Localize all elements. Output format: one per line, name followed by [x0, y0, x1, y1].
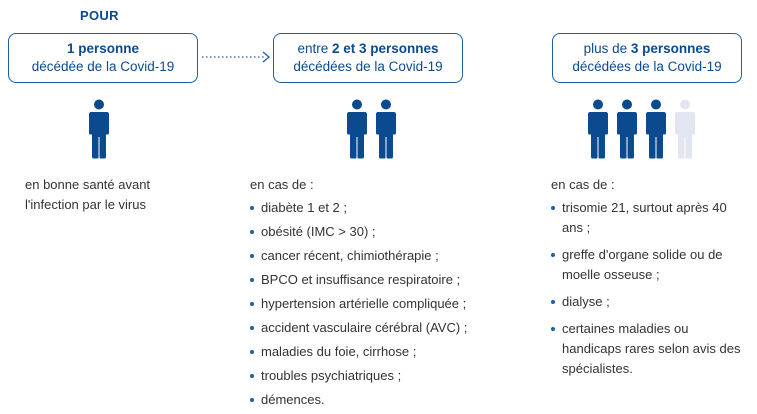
condition-item: cancer récent, chimiothérapie ;	[250, 246, 520, 266]
box-one-person	[8, 33, 198, 83]
column-three-intro: en cas de :	[551, 177, 615, 192]
condition-item: diabète 1 et 2 ;	[250, 198, 520, 218]
person-icon	[89, 99, 109, 159]
people-group-two	[347, 99, 407, 161]
condition-item: trisomie 21, surtout après 40 ans ;	[551, 198, 746, 238]
column-two-intro: en cas de :	[250, 177, 314, 192]
condition-item: BPCO et insuffisance respiratoire ;	[250, 270, 520, 290]
box-two-bold: 2 et 3 personnes	[331, 41, 439, 56]
column-three-text	[551, 175, 746, 386]
column-two-list	[250, 198, 520, 410]
condition-item: greffe d'organe solide ou de moelle osseuse ;	[551, 245, 746, 285]
column-two-text	[250, 175, 520, 414]
box-one-line2: décédée de la Covid-19	[31, 59, 175, 74]
box-two-prefix: entre	[297, 41, 332, 56]
box-three-bold: 3 personnes	[630, 41, 711, 56]
column-three-list	[551, 198, 746, 379]
column-one-intro: en bonne santé avant l'infection par le virus	[25, 177, 151, 212]
column-one-text	[25, 175, 205, 215]
person-icon	[588, 99, 608, 159]
box-one-bold: 1 personne	[66, 41, 140, 56]
condition-item: maladies du foie, cirrhose ;	[250, 342, 520, 362]
box-three-prefix: plus de	[583, 41, 631, 56]
person-icon	[617, 99, 637, 159]
people-group-one	[89, 99, 119, 161]
condition-item: troubles psychiatriques ;	[250, 366, 520, 386]
condition-item: hypertension artérielle compliquée ;	[250, 294, 520, 314]
box-two-three-persons	[273, 33, 463, 83]
box-two-line2: décédées de la Covid-19	[293, 59, 443, 74]
person-icon	[376, 99, 396, 159]
pour-label: POUR	[80, 8, 119, 23]
condition-item: certaines maladies ou handicaps rares selon avis des spécialistes.	[551, 319, 746, 379]
people-group-three	[588, 99, 708, 161]
condition-item: démences.	[250, 390, 520, 410]
person-icon	[347, 99, 367, 159]
condition-item: accident vasculaire cérébral (AVC) ;	[250, 318, 520, 338]
person-icon	[646, 99, 666, 159]
dotted-arrow-icon	[202, 50, 272, 64]
condition-item: dialyse ;	[551, 292, 746, 312]
box-more-than-three	[552, 33, 742, 83]
person-faded-icon	[675, 99, 695, 159]
condition-item: obésité (IMC > 30) ;	[250, 222, 520, 242]
box-three-line2: décédées de la Covid-19	[572, 59, 722, 74]
